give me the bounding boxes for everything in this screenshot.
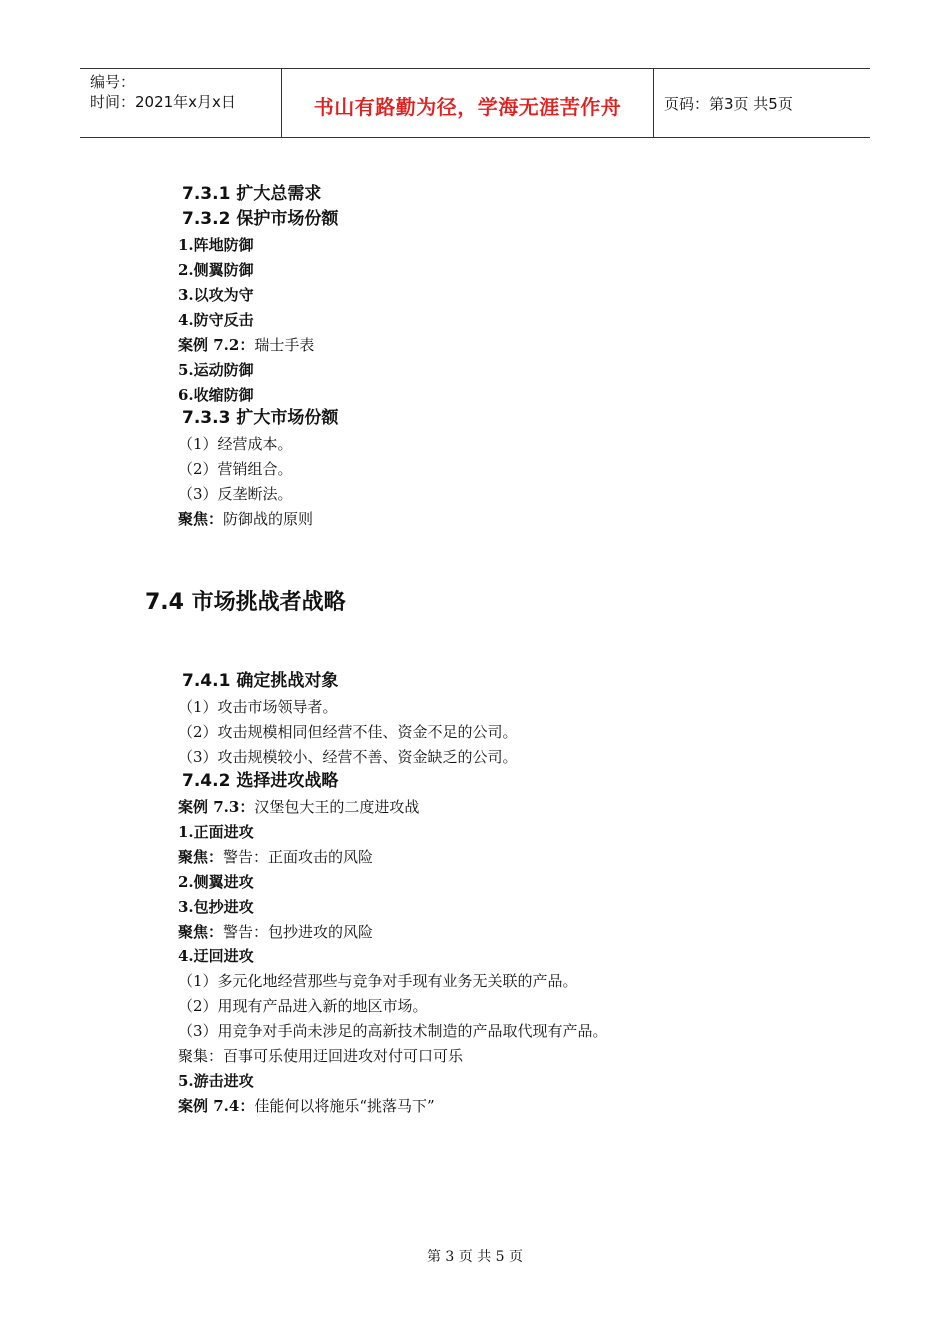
list-item: 2.侧翼防御 — [178, 261, 254, 279]
list-item: （1）经营成本。 — [178, 435, 293, 453]
focus-label: 聚焦： — [178, 510, 224, 528]
document-header — [80, 68, 870, 138]
focus-label: 聚焦： — [178, 848, 224, 866]
list-item: 3.包抄进攻 — [178, 898, 254, 916]
list-item: （3）反垄断法。 — [178, 485, 293, 503]
focus-1 — [178, 509, 313, 529]
list-item: （3）攻击规模较小、经营不善、资金缺乏的公司。 — [178, 748, 518, 766]
list-item: （1）多元化地经营那些与竞争对手现有业务无关联的产品。 — [178, 972, 578, 990]
focus-3 — [178, 922, 373, 942]
heading-7-4: 7.4 市场挑战者战略 — [145, 590, 346, 615]
header-page-cell — [654, 69, 870, 137]
number-label: 编号： — [90, 73, 136, 91]
focus-label: 聚焦： — [178, 923, 224, 941]
list-item: 1.阵地防御 — [178, 236, 254, 254]
heading-7-4-1: 7.4.1 确定挑战对象 — [182, 671, 339, 691]
case-label: 案例 7.3： — [178, 798, 255, 816]
heading-7-3-3: 7.3.3 扩大市场份额 — [182, 408, 339, 428]
heading-7-3-1: 7.3.1 扩大总需求 — [182, 184, 322, 204]
case-7-2 — [178, 335, 314, 355]
heading-7-3-2: 7.3.2 保护市场份额 — [182, 209, 339, 229]
list-item: （2）营销组合。 — [178, 460, 293, 478]
focus-text: 警告：正面攻击的风险 — [223, 848, 374, 866]
list-item: （1）攻击市场领导者。 — [178, 698, 338, 716]
focus-2 — [178, 847, 373, 867]
list-item: 4.迂回进攻 — [178, 947, 254, 965]
list-item: （3）用竞争对手尚未涉足的高新技术制造的产品取代现有产品。 — [178, 1022, 608, 1040]
page-label: 页码：第3页 共5页 — [664, 94, 793, 113]
heading-7-4-2: 7.4.2 选择进攻战略 — [182, 771, 339, 791]
list-item: 5.运动防御 — [178, 361, 254, 379]
case-7-3 — [178, 797, 419, 817]
focus-text: 警告：包抄进攻的风险 — [223, 923, 374, 941]
case-text: 瑞士手表 — [254, 336, 315, 354]
case-label: 案例 7.2： — [178, 336, 255, 354]
list-item: （2）用现有产品进入新的地区市场。 — [178, 997, 428, 1015]
case-text: 佳能何以将施乐“挑落马下” — [254, 1097, 435, 1115]
page-footer: 第 3 页 共 5 页 — [426, 1249, 524, 1265]
list-item: 4.防守反击 — [178, 311, 254, 329]
list-item: （2）攻击规模相同但经营不佳、资金不足的公司。 — [178, 723, 518, 741]
list-item: 5.游击进攻 — [178, 1072, 254, 1090]
header-info-cell — [80, 69, 282, 137]
case-text: 汉堡包大王的二度进攻战 — [254, 798, 420, 816]
list-item: 2.侧翼进攻 — [178, 873, 254, 891]
list-item: 3.以攻为守 — [178, 286, 254, 304]
case-7-4 — [178, 1096, 435, 1116]
header-motto-cell — [282, 69, 654, 137]
focus-text: 防御战的原则 — [223, 510, 314, 528]
list-item: 6.收缩防御 — [178, 386, 254, 404]
motto: 书山有路勤为径，学海无涯苦作舟 — [313, 94, 622, 119]
list-item: 1.正面进攻 — [178, 823, 254, 841]
date-label: 时间：2021年x月x日 — [90, 93, 236, 111]
focus-4: 聚集：百事可乐使用迂回进攻对付可口可乐 — [178, 1047, 464, 1065]
case-label: 案例 7.4： — [178, 1097, 255, 1115]
